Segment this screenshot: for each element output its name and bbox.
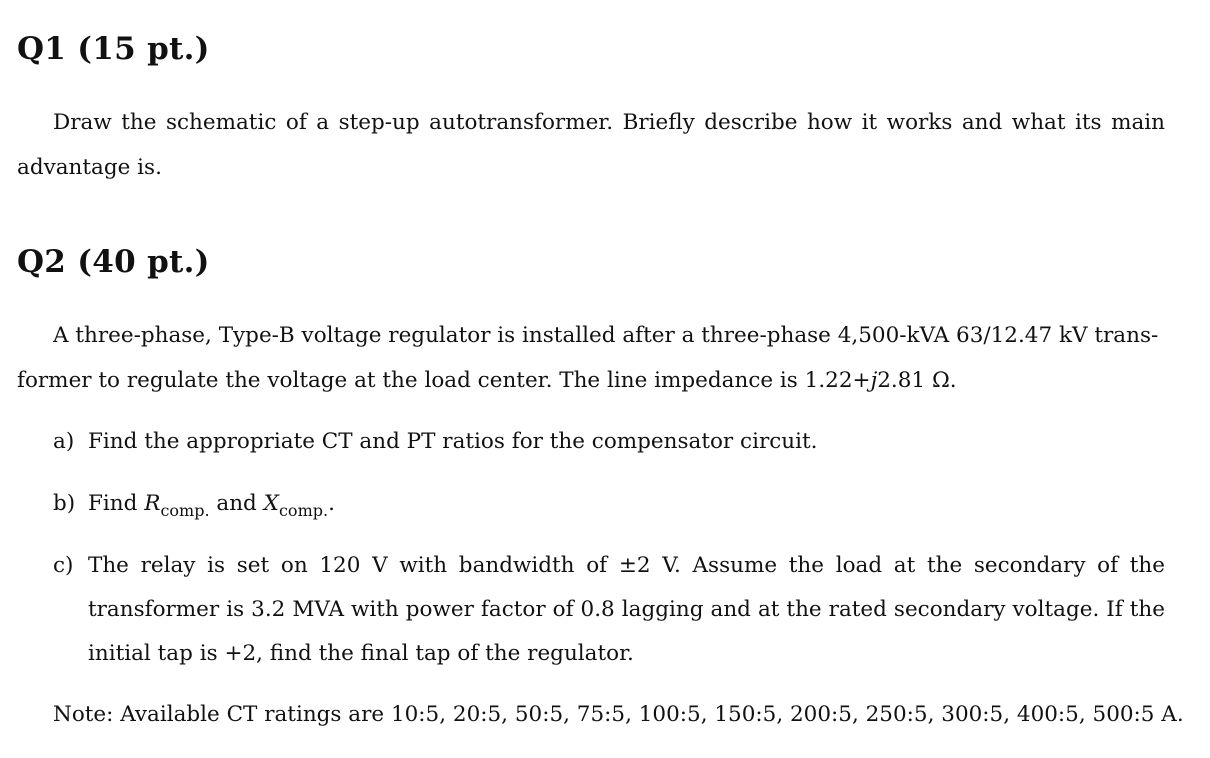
item-b-mid: and: [209, 491, 264, 516]
q1-text: [17, 100, 1165, 190]
q2-intro-line-2: [17, 368, 957, 393]
item-a-label: a): [53, 429, 75, 454]
item-a-text: Find the appropriate CT and PT ratios for the compensator circuit.: [88, 429, 818, 454]
x-symbol: X: [263, 491, 279, 516]
item-b-text: [88, 491, 335, 520]
q1-heading: Q1 (15 pt.): [17, 31, 210, 67]
q2-intro-line-2-post: 2.81 Ω.: [877, 368, 957, 393]
r-comp-symbol: [144, 491, 210, 520]
q2-note: Note: Available CT ratings are 10:5, 20:5, 50:5, 75:5, 100:5, 150:5, 200:5, 250:5, 300:5, 400:5, 500:5 A.: [53, 702, 1184, 727]
imaginary-unit: j: [870, 368, 878, 393]
r-symbol: R: [144, 491, 161, 516]
x-subscript: comp.: [278, 501, 329, 520]
q1-text-content: Draw the schematic of a step-up autotransformer. Briefly describe how it works and what its main advantage is.: [17, 110, 1165, 180]
item-b-pre: Find: [88, 491, 145, 516]
item-c-text: The relay is set on 120 V with bandwidth of ±2 V. Assume the load at the secondary of the transformer is 3.2 MVA with power factor of 0.8 lagging and at the rated secondary voltage. If the initial tap is +2, find the final tap of the regulator.: [88, 553, 1165, 666]
item-b-label: b): [53, 491, 76, 516]
x-comp-symbol: [263, 491, 329, 520]
q2-heading: Q2 (40 pt.): [17, 244, 210, 280]
q2-intro-line-1: A three-phase, Type-B voltage regulator is installed after a three-phase 4,500-kVA 63/12.47 kV trans-: [53, 323, 1159, 348]
item-b-post: .: [328, 491, 335, 516]
r-subscript: comp.: [160, 501, 210, 520]
q2-intro-line-2-pre: former to regulate the voltage at the load center. The line impedance is 1.22+: [17, 368, 871, 393]
item-c-label: c): [53, 553, 74, 578]
